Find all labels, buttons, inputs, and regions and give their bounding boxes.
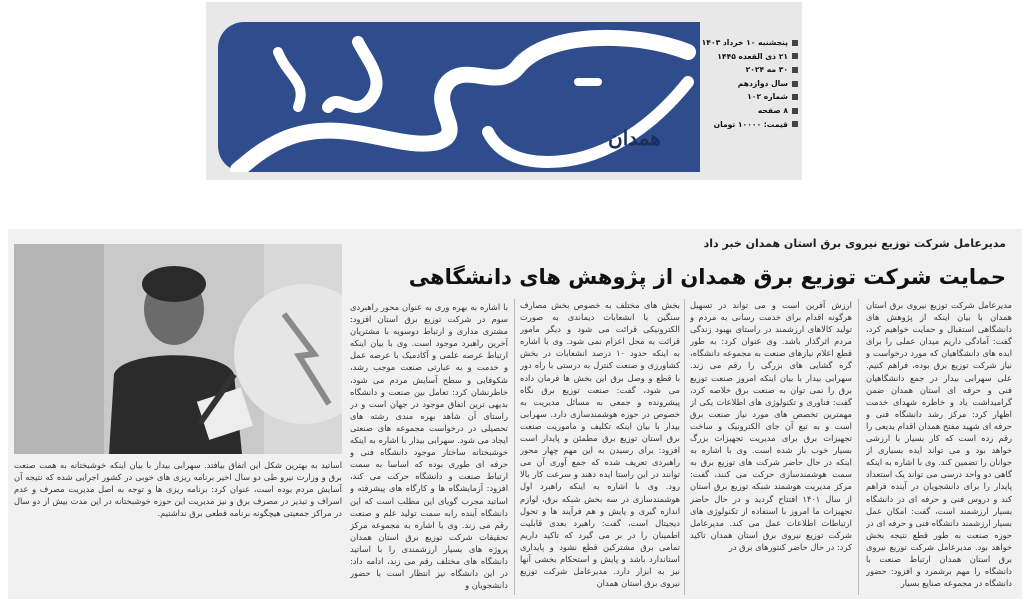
article-column-1: مدیرعامل شرکت توزیع نیروی برق استان همدان با بیان اینکه از پژوهش های دانشگاهی استقبال و حمایت خواهیم کرد، گفت: آمادگی داریم میدان عملی را برای ایده های دانشگاهیان که مورد درخواست و نیاز شرکت توزیع برق بوده، فراهم کنیم. علی سهرابی بیدار در جمع دانشگاهیان فنی و حرفه ای استان همدان ضمن گرامیداشت یاد و خاطره شهدای خدمت اظهار کرد: مرکز رشد دانشگاه فنی و حرفه ای شهید مفتح همدان اقدام بدیعی را رقم زده است که کار بسیار با ارزشی خواهد بود و می تواند ایده بسیاری از جوانان را تضمین کند. وی با اشاره به اینکه گاهی دو واحد درسی می تواند یک استعداد پایدار را برای دانشجویان در آینده فراهم کند و دروس فنی و حرفه ای در دانشگاه بسیار ارزشمند است، گفت: امکان عمل بسیار ارزشمند دانشگاه فنی و حرفه ای در حوزه صنعت به طور قطع نتیجه بخش خواهد بود. مدیرعامل شرکت توزیع نیروی برق استان همدان ارتباط صنعت با دانشگاه را مهم برشمرد و افزود: حضور دانشگاه در مجموعه صنایع بسیار <box>866 300 1012 589</box>
bullet-icon <box>792 67 798 73</box>
column-divider <box>858 299 859 595</box>
bullet-icon <box>792 94 798 100</box>
column-divider <box>684 299 685 595</box>
speaker-photo-icon <box>14 244 342 454</box>
bullet-icon <box>792 53 798 59</box>
info-row: ۳۰ مه ۲۰۲۴ <box>706 63 798 77</box>
article-column-5: اساتید به بهترین شکل این اتفاق بیافتد. سهرابی بیدار با بیان اینکه خوشبختانه به همت صنعت برق و وزارت نیرو طی دو سال اخیر برنامه ریزی های خوبی در کشور اجرایی شده که نتیجه آن آسایش مردم بوده است، عنوان کرد: برنامه ریزی ها و توجه به اصل مدیریت مصرف و عدم اسراف و تبذیر در مصرف برق و نیز مدیریت این حوزه خوشبختانه در این مدت بیش از دو سال در مراکز جمعیتی هیچگونه برنامه قطعی برق نداشتیم. <box>14 460 342 519</box>
article-kicker: مدیرعامل شرکت توزیع نیروی برق استان همدان خبر داد <box>703 237 1006 250</box>
article-column-3: بخش های مختلف به خصوص بخش مصارف سنگین با انشعابات دیماندی به صورت الکترونیکی قرائت می شود و دیگر مامور قرائت به محل اعزام نمی شود. وی با اشاره به اینکه حدود ۱۰ درصد انشعابات در بخش کشاورزی و صنعت کنترل به درستی با راه دور با قطع و وصل برق این بخش ها فرمان داده می شود، گفت: صنعت توزیع برق نگاه پیشرونده و جمعی به مسائل مدیریت به خصوص در حوزه هوشمندسازی دارد. سهرابی بیدار با بیان اینکه تکلیف و ماموریت صنعت برق استان توزیع برق مطمئن و پایدار است افزود: برای رسیدن به این مهم چهار محور راهبردی تعریف شده که جمع آوری آن می توانند در این راستا ایده دهند و سرعت کار بالا رود. وی با اشاره به اینکه راهبرد اول هوشمندسازی در سه بخش شبکه برق، لوازم اندازه گیری و پایش و هم فرآیند ها و تحول دیجیتال است، گفت: راهبرد بعدی قابلیت اطمینان را در بر می گیرد که تاکید داریم تمامی برق مشترکین قطع نشود و پایداری استاندارد باشد و پایش و استحکام بخشی آنها نیز به ابزار دارد. مدیرعامل شرکت توزیع نیروی برق استان همدان <box>520 300 680 589</box>
masthead-subtitle: همدان <box>608 126 661 150</box>
info-row: ۲۱ ذی القعده ۱۴۴۵ <box>706 50 798 64</box>
info-row: ۸ صفحه <box>706 104 798 118</box>
article-clipping <box>8 229 1022 599</box>
info-row: قیمت: ۱۰۰۰۰ تومان <box>706 118 798 132</box>
info-row: پنجشنبه ۱۰ خرداد ۱۴۰۳ <box>706 36 798 50</box>
article-photo <box>14 244 342 454</box>
masthead-info <box>701 36 798 131</box>
bullet-icon <box>792 40 798 46</box>
info-row: سال دوازدهم <box>706 77 798 91</box>
article-column-4: با اشاره به بهره وری به عنوان محور راهبردی سوم در شرکت توزیع برق استان افزود: مشتری مداری و ارتباط دوسویه با مشتریان آخرین راهبرد موجود است. وی با بیان اینکه ارتباط عرصه علمی و آکادمیک با عرصه عمل و خدمت و به عبارتی صنعت موجب رشد، شکوفایی و سطح آسایش مردم می شود، خاطرنشان کرد: تعامل بین صنعت و دانشگاه بدیهی ترین اتفاق موجود در جهان است و در راستای آن شاهد بهره مندی رشته های تحصیلی در درخواست مجموعه های صنعتی ایجاد می شود. سهرابی بیدار با اشاره به اینکه خوشبختانه ساختار موجود دانشگاه فنی و حرفه ای طوری بوده که اساسا به سمت ارتباط صنعت و دانشگاه حرکت می کند، افزود: آزمایشگاه ها و کارگاه های پیشرفته و اساتید مجرب گویای این مطلب است که این دانشگاه آینده رابه سمت تولید علم و صنعت رقم می زند. وی با اشاره به مجموعه مرکز تحقیقات شرکت توزیع برق استان همدان پروژه های بسیار ارزشمندی را با اساتید دانشگاه های مختلف رقم می زند، ادامه داد: در این دانشگاه نیز انتظار است با حضور دانشجویان و <box>350 302 508 591</box>
article-column-2: ارزش آفرین است و می تواند در تسهیل هرگونه اقدام برای خدمت رسانی به مردم و تولید کالاهای ارزشمند در راستای بهبود زندگی مردم اثرگذار باشد. وی عنوان کرد: به طور قطع اعلام نیازهای صنعت به مجموعه دانشگاه، گره گشایی های بزرگی را رقم می زند. سهرابی بیدار با بیان اینکه امروز صنعت توزیع برق را نمی توان به صنعت برق خلاصه کرد، گفت: فناوری و تکنولوژی های اطلاعات یکی از مهمترین تخصص های مورد نیاز صنعت برق است و به تبع آن جای الکترونیک و ساخت تجهیزات برق برای مدیریت تجهیزات بزرگ بسیار خوب باز شده است. وی با اشاره به اینکه در حال حاضر شرکت های توزیع برق به سمت هوشمندسازی حرکت می کنند، گفت: مرکز مدیریت هوشمند شبکه توزیع برق استان از سال ۱۴۰۱ افتتاح گردید و در حال حاضر تجهیزات ما امروز با استفاده از تکنولوژی های ارتباطات اطلاعات عمل می کند. مدیرعامل شرکت توزیع نیروی برق استان همدان تاکید کرد: در حال حاضر کنتورهای برق در <box>690 300 852 552</box>
bullet-icon <box>792 121 798 127</box>
masthead <box>206 2 802 180</box>
article-headline: حمایت شرکت توزیع برق همدان از پژوهش های دانشگاهی <box>408 265 1006 289</box>
bullet-icon <box>792 81 798 87</box>
column-divider <box>514 299 515 595</box>
info-row: شماره ۱۰۲ <box>706 90 798 104</box>
bullet-icon <box>792 108 798 114</box>
